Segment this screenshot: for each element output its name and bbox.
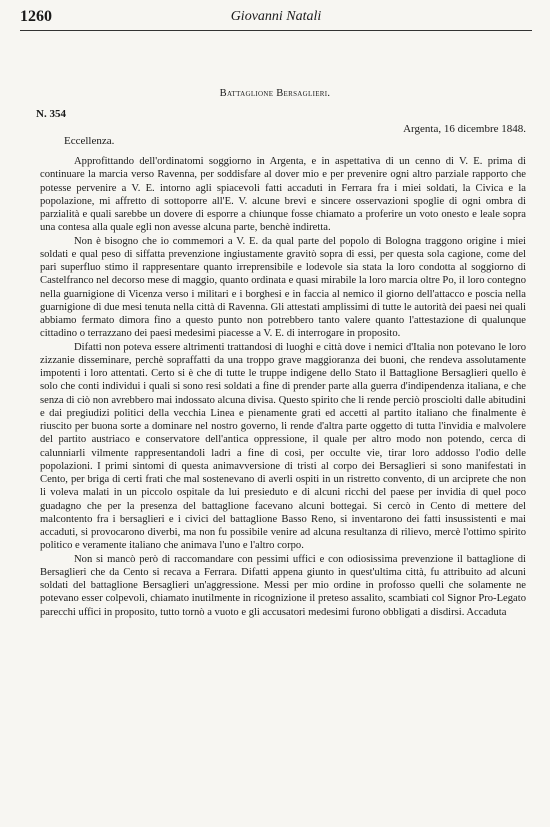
- document-heading: Battaglione Bersaglieri.: [219, 88, 331, 99]
- page-number: 1260: [20, 8, 52, 25]
- running-title: Giovanni Natali: [230, 9, 322, 24]
- paragraph: Difatti non poteva essere altrimenti trattandosi di luoghi e città dove i nemici d'Italia non potevano le loro zizzanie disseminare, perchè sopraffatti da una troppo grave maggioranza dei buoni, che rendeva assolutamente impotenti i loro attentati. Certo si è che di tutte le truppe indigene dello Stato il Battaglione Bersaglieri quello è solo che conti individui i quali si sono resi soldati a fine di prender parte alla guerra d'indipendenza italiana, e che senza di ciò non avrebbero mai indossato alcuna divisa. Questo spirito che li rende perciò proscioltі dalle abitudini e dai pregiudizi politici della vecchia Linea e pienamente grati ed accetti al partito italiano che finalmente è riuscito per buona sorte a dominare nel nostro governo, li rende d'altra parte oggetto di tutta l'invidia e malvolere del partito austriaco e conservatore dell'antica oppressione, il quale per altro modo non potendo, cerca di calunniarli vilmente rappresentandoli ladri a fine di così, per occulte vie, tirar loro addosso l'odio delle popolazioni. I primi sintomi di questa animavversione di tristi al corpo dei Bersaglieri si sono manifestati in Cento, per briga di certi frati che mal sostenevano di averli ospiti in un ristretto convento, di un arciprete che non li voleva malati in un piccolo ospitale da lui presieduto e di alcuni ricchi del paese per invidia di quel poco guadagno che per la presenza del battaglione facevano alcuni bottegai. Si cercò in Cento di mettere del malcontento fra i bersaglieri e i civici del battaglione Basso Reno, si inventarono dei fatti insussistenti e mai accaduti, si provocarono diverbi, ma non fu possibile venire ad alcuna resultanza di rilievo, mercè l'ottimo spirito politico e veramente italiano che animava l'uno e l'altro corpo.: [40, 341, 526, 552]
- page-header: [20, 8, 532, 31]
- salutation: Eccellenza.: [64, 135, 115, 147]
- place-and-date: Argenta, 16 dicembre 1848.: [403, 123, 526, 135]
- paragraph: Non è bisogno che io commemori a V. E. da qual parte del popolo di Bologna traggono origine i miei soldati e qual peso di siffatta prevenzione ingiustamente gravitò sopra di essi, per questa sola cagione, come del pari superfluo stimo il rappresentare quanto irreprensibile e lodevole sia stata la loro condotta al soggiorno di Castelfranco nel decorso mese di maggio, quanto ordinata e quasi mirabile la loro marcia oltre Po, il loro contegno nella guarnigione di Vicenza verso i militari e i borghesi e in faccia al nemico il giorno dell'attacco e poscia nella guarnigione di due mesi tenuta nella città di Ravenna. Gli attestati amplissimi di tutte le autorità dei paesi nei quali abbiamo fermato dimora fino a questo punto non potrebbero tanto valere quanto l'attestazione di qualunque cittadino o terrazzano dei paesi medesimi piacesse a V. E. di interrogare in proposito.: [40, 235, 527, 340]
- paragraph: Approfittando dell'ordinatomi soggiorno in Argenta, e in aspettativa di un cenno di V. E. prima di continuare la marcia verso Ravenna, per soddisfare al dover mio e per prevenire ogni altro parziale rapporto che potesse pervenire a V. E. intorno agli spiacevoli fatti accaduti in Ferrara fra i miei soldati, la Civica e la popolazione, mi affretto di sottoporre all'E. V. alcune brevi e sincere osservazioni spoglie di ogni ombra di parzialità e quali sarebbe un dovere di esporre a chiunque fosse chiamato a proferire un voto onesto e leale sopra una contesa alla quale egli non avesse alcuna parte, benchè indiretta.: [40, 156, 526, 234]
- letter-body: [40, 155, 526, 619]
- paragraph: Non si mancò però di raccomandare con pessimi uffici e con odiosissima prevenzione il battaglione di Bersaglieri che da Cento si recava a Ferrara. Difatti appena giunto in quest'ultima città, fu attribuito ad alcuni soldati del battaglione Bersaglieri un'aggressione. Messi per mio ordine in profosso quelli che solamente ne potevano esser colpevoli, chiamato inutilmente in ricognizione il preteso assalito, scambiati col Signor Pro-Legato parecchi uffici in proposito, tutto tornò a vuoto e gli accusatori medesimi furono obbligati a disdirsi. Accaduta: [40, 553, 526, 618]
- document-number: N. 354: [36, 108, 66, 120]
